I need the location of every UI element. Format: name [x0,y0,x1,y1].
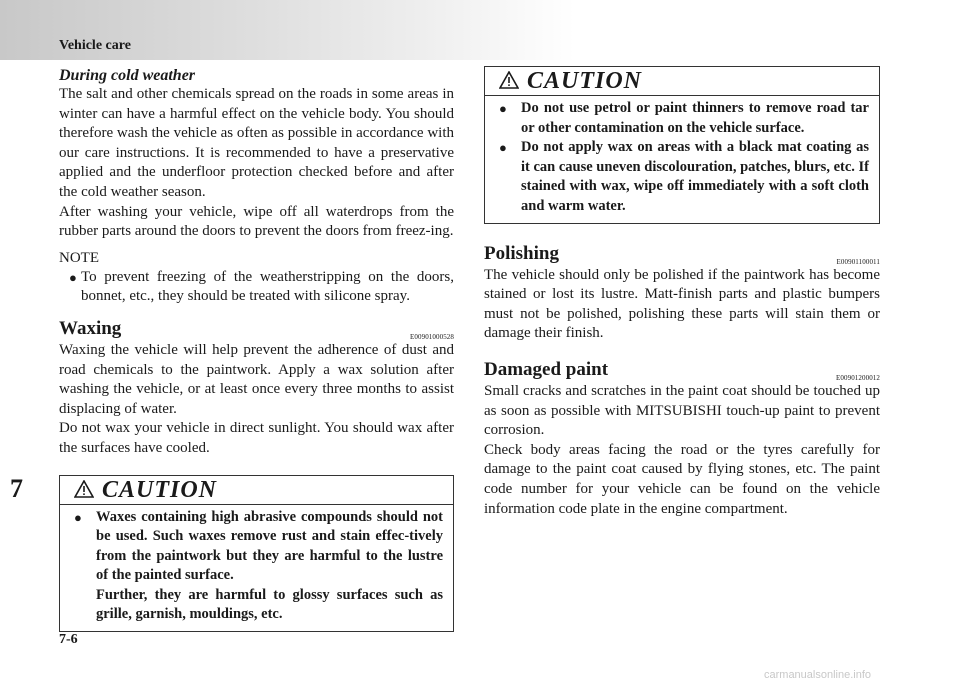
right-column [484,66,880,519]
waxing-section [59,317,454,341]
caution-body [485,96,879,223]
caution-item-text-continued: Further, they are harmful to glossy surfaces such as grille, garnish, mouldings, etc. [96,586,443,623]
caution-label: CAUTION [102,476,218,503]
bullet-icon: ● [499,140,507,156]
damaged-paint-paragraph-1: Small cracks and scratches in the paint coat should be touched up as soon as possible with MITSUBISHI touch-up paint to prevent corrosion. [484,382,880,439]
damaged-paint-section [484,358,880,382]
polishing-section [484,242,880,266]
note-item [59,268,454,307]
caution-item [74,508,443,626]
waxing-caution-box [59,475,454,633]
caution-header [485,67,879,96]
caution-item-text: Do not apply wax on areas with a black mat coating as it can cause uneven discolouration, patches, blurs, etc. If stained with wax, wipe off immediately with a soft cloth and warm water. [521,139,869,214]
damaged-paint-title: Damaged paint [484,358,609,380]
polishing-title: Polishing [484,242,559,264]
bullet-icon: ● [69,269,77,285]
page-number: 7-6 [59,632,78,647]
waxing-title: Waxing [59,317,122,339]
bullet-icon: ● [499,101,507,116]
bullet-icon: ● [74,509,82,525]
page-header-title: Vehicle care [59,38,131,53]
chapter-number: 7 [10,474,23,503]
left-column [59,66,454,632]
caution-header [60,476,453,505]
polishing-code: E00901100011 [836,257,880,266]
cold-weather-paragraph-2: After washing your vehicle, wipe off all waterdrops from the rubber parts around the doors to prevent the doors from freez-ing. [59,203,454,240]
watermark: carmanualsonline.info [764,669,872,681]
damaged-paint-paragraph-2: Check body areas facing the road or the tyres carefully for damage to the paint coat caused by flying stones, etc. The paint code number for your vehicle can be found on the vehicle information code plate in the engine compartment. [484,441,880,517]
cold-weather-paragraph-1: The salt and other chemicals spread on the roads in some areas in winter can have a harmful effect on the vehicle body. You should therefore wash the vehicle as often as possible in accordance with our care instructions. It is recommended to have a preservative applied and the underfloor protection checked before and after the cold weather season. [59,86,454,200]
cold-weather-heading: During cold weather [59,67,196,84]
caution-item-text: Do not use petrol or paint thinners to remove road tar or other contamination on the vehicle surface. [521,100,869,136]
polish-caution-box [484,66,880,224]
caution-label: CAUTION [527,68,643,94]
caution-item [499,99,869,138]
waxing-code: E00901000528 [410,332,454,341]
caution-item-text: Waxes containing high abrasive compounds should not be used. Such waxes remove rust and stain effec-tively from the paintwork but they are harmful to the lustre of the painted surface. [96,508,443,584]
warning-triangle-icon [74,480,94,498]
waxing-paragraph-2: Do not wax your vehicle in direct sunlight. You should wax after the surfaces have cooled. [59,420,454,456]
caution-item [499,138,869,216]
waxing-paragraph-1: Waxing the vehicle will help prevent the adherence of dust and road chemicals to the paintwork. Apply a wax solution after washing the vehicle, or at least once every three months to assist displacing of water. [59,341,454,417]
note-label: NOTE [59,249,99,266]
warning-triangle-icon [499,71,519,89]
caution-body [60,505,453,632]
note-item-text: To prevent freezing of the weatherstripping on the doors, bonnet, etc., they should be treated with silicone spray. [81,268,454,305]
polishing-paragraph: The vehicle should only be polished if the paintwork has become stained or lost its lustre. Matt-finish parts and plastic bumpers must not be polished, polishing these parts will stain them or damage their finish. [484,266,880,342]
damaged-paint-code: E00901200012 [836,373,880,382]
